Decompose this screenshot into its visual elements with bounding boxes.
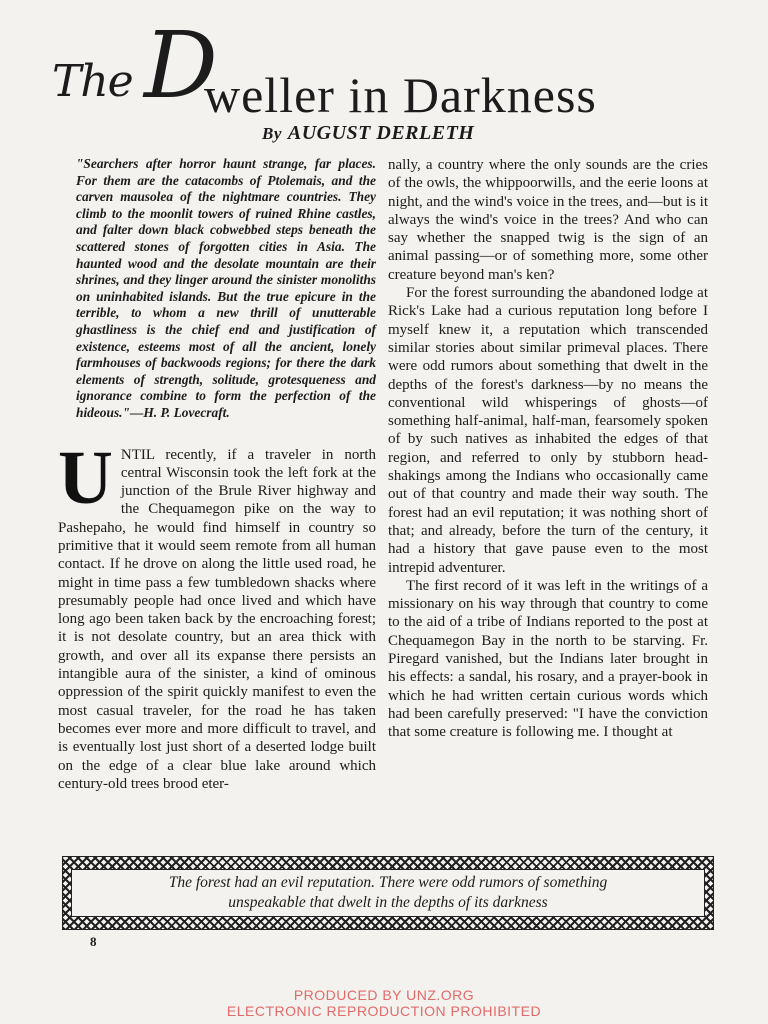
footer-line-2: ELECTRONIC REPRODUCTION PROHIBITED: [226, 1003, 542, 1019]
pull-quote: [71, 869, 705, 917]
right-column: [388, 156, 708, 742]
pull-quote-box: [62, 856, 714, 930]
title-dropcap: D: [144, 12, 218, 119]
byline-prefix: By: [262, 124, 282, 143]
paragraph: nally, a country where the only sounds are the cries of the owls, the whippoorwills, and the eerie loons at night, and the wind's voice in the trees, and—but is it always the wind's voice in the trees? And who can say whether the snapped twig is the sign of an animal passing—or of something more, some other creature beyond man's ken?: [388, 157, 708, 283]
pull-quote-line-1: The forest had an evil reputation. There were odd rumors of something: [168, 874, 608, 891]
page-number: 8: [90, 934, 97, 949]
epigraph-quote: "Searchers after horror haunt strange, far places. For them are the catacombs of Ptolemais, and the carven mausolea of the nightmare countries. They climb to the moonlit towers of ruined Rhine castles, and falter down black cobwebbed steps beneath the scattered stones of forgotten cities in Asia. The haunted wood and the desolate mountain are their shrines, and they linger around the sinister monoliths on uninhabited islands. But the true epicure in the terrible, to whom a new thrill of unutterable ghastliness is the chief end and justification of existence, esteems most of all the ancient, lonely farmhouses of backwoods regions; for there the dark elements of strength, solitude, grotesqueness and ignorance combine to form the perfection of the hideous."—H. P. Lovecraft.: [76, 156, 376, 420]
story-title: [52, 12, 692, 128]
drop-cap-letter: U: [58, 435, 113, 520]
author-name: AUGUST DERLETH: [287, 122, 475, 144]
paragraph: For the forest surrounding the abandoned lodge at Rick's Lake had a curious reputation long before I myself knew it, a reputation which transcended similar stories about similar primeval places. There were odd rumors about something that dwelt in the depths of the forest's darkness—by no means the conventional wild whisperings of ghosts—of something half-animal, half-man, fearsomely spoken of by such natives as inhabited the edges of that region, and referred to only by stubborn head-shakings among the Indians who occasionally came out of that country and made their way south. The forest had an evil reputation; it was nothing short of that; and already, before the turn of the century, it had a history that gave pause even to the most intrepid adventurer.: [388, 285, 708, 576]
pull-quote-line-2: unspeakable that dwelt in the depths of its darkness: [228, 894, 548, 911]
title-rest: weller in Darkness: [204, 67, 597, 123]
byline: [262, 122, 474, 145]
opening-paragraph: [58, 435, 376, 794]
reproduction-notice: [0, 987, 768, 1019]
opening-text: NTIL recently, if a traveler in north central Wisconsin took the left fork at the junction of the Brule River highway and the Chequamegon pike on the way to Pashepaho, he would find himself in country so primitive that it would seem remote from all human contact. If he drove on along the little used road, he might in time pass a few tumbledown shacks where presumably people had once lived and which have long ago been taken back by the encroaching forest; it is not desolate country, but an area thick with growth, and over all its expanse there persists an intangible aura of the sinister, a kind of ominous oppression of the spirit quickly manifest to even the most casual traveler, for the road he has taken becomes ever more and more difficult to travel, and is eventually lost just short of a deserted lodge built on the edge of a clear blue lake around which century-old trees brood eter-: [58, 446, 376, 792]
paragraph: The first record of it was left in the writings of a missionary on his way through that country to come to the aid of a tribe of Indians reported to the post at Chequamegon Bay in the north to be starving. Fr. Piregard vanished, but the Indians later brought in his effects: a sandal, his rosary, and a prayer-book in which he had written certain curious words which had been carefully preserved: "I have the conviction that some creature is following me. I thought at: [388, 577, 708, 741]
title-the: The: [52, 56, 133, 107]
footer-line-1: PRODUCED BY UNZ.ORG: [293, 987, 475, 1003]
left-column: [58, 156, 376, 793]
